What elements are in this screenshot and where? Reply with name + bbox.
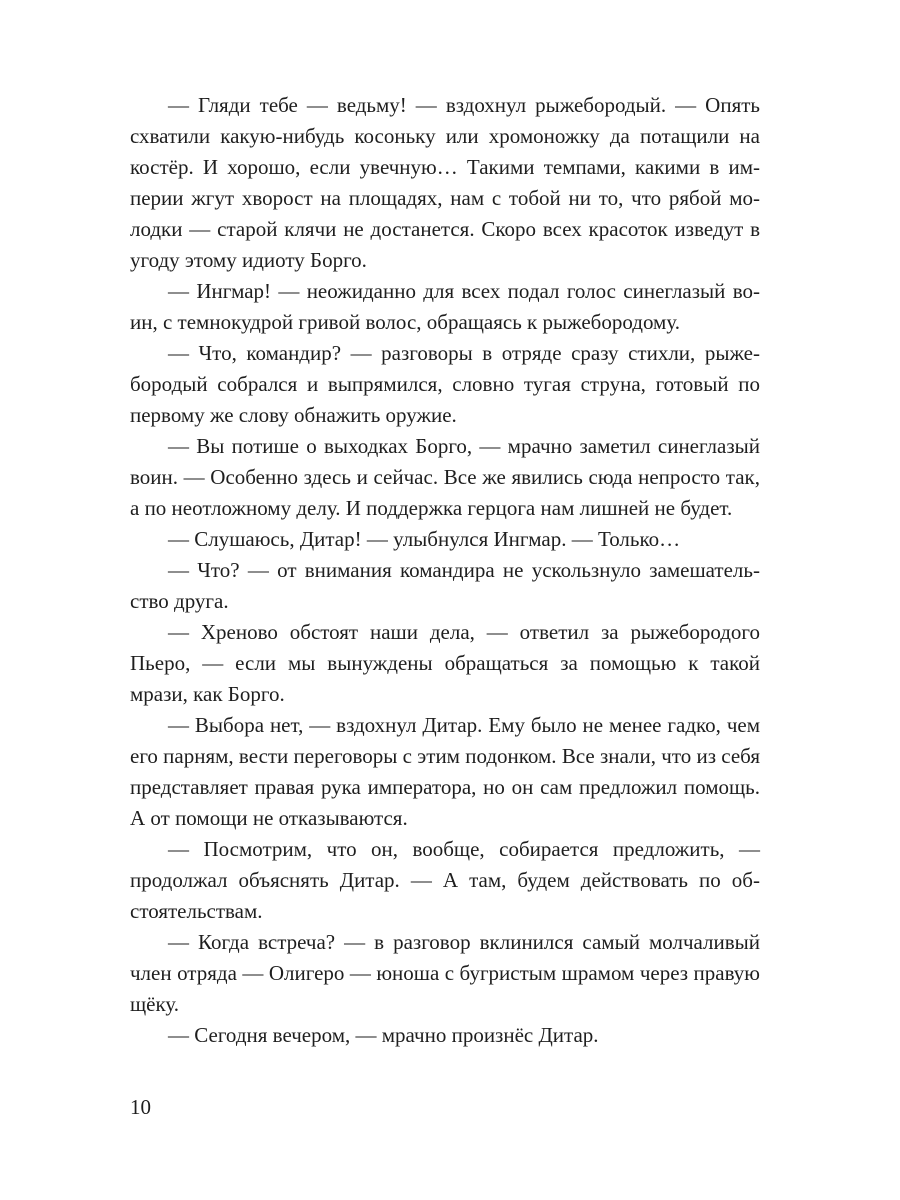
paragraph: — Посмотрим, что он, вообще, собирается предложить, — продолжал объяснять Дитар. — А там, будем действовать по обстоятельствам. (130, 837, 760, 923)
paragraph: — Когда встреча? — в разговор вклинился самый молчаливый член отряда — Олигеро — юноша с бугристым шрамом через правую щёку. (130, 930, 760, 1016)
paragraph: — Что, командир? — разговоры в отряде сразу стихли, рыжебородый собрался и выпрямился, словно тугая струна, готовый по первому же слову обнажить оружие. (130, 341, 760, 427)
paragraph: — Выбора нет, — вздохнул Дитар. Ему было не менее гадко, чем его парням, вести переговоры с этим подонком. Все знали, что из себя представляет правая рука императора, но он сам предложил помощь. А от помощи не отказываются. (130, 713, 760, 830)
paragraph: — Слушаюсь, Дитар! — улыбнулся Ингмар. — Только… (168, 527, 681, 551)
paragraph: — Сегодня вечером, — мрачно произнёс Дитар. (168, 1023, 599, 1047)
paragraph: — Гляди тебе — ведьму! — вздохнул рыжебородый. — Опять схватили какую-нибудь косоньку или хромоножку да потащили на костёр. И хорошо, если увечную… Такими темпами, какими в империи жгут хворост на площадях, нам с тобой ни то, что рябой молодки — старой клячи не достанется. Скоро всех красоток изведут в угоду этому идиоту Борго. (130, 93, 760, 272)
body-text (130, 90, 760, 1051)
paragraph: — Хреново обстоят наши дела, — ответил за рыжебородого Пьеро, — если мы вынуждены обращаться за помощью к такой мрази, как Борго. (130, 620, 760, 706)
paragraph: — Что? — от внимания командира не ускользнуло замешательство друга. (130, 558, 760, 613)
paragraph: — Ингмар! — неожиданно для всех подал голос синеглазый воин, с темнокудрой гривой волос, обращаясь к рыжебородому. (130, 279, 760, 334)
paragraph: — Вы потише о выходках Борго, — мрачно заметил синеглазый воин. — Особенно здесь и сейчас. Все же явились сюда непросто так, а по неотложному делу. И поддержка герцога нам лишней не будет. (130, 434, 760, 520)
page-number: 10 (130, 1095, 151, 1119)
